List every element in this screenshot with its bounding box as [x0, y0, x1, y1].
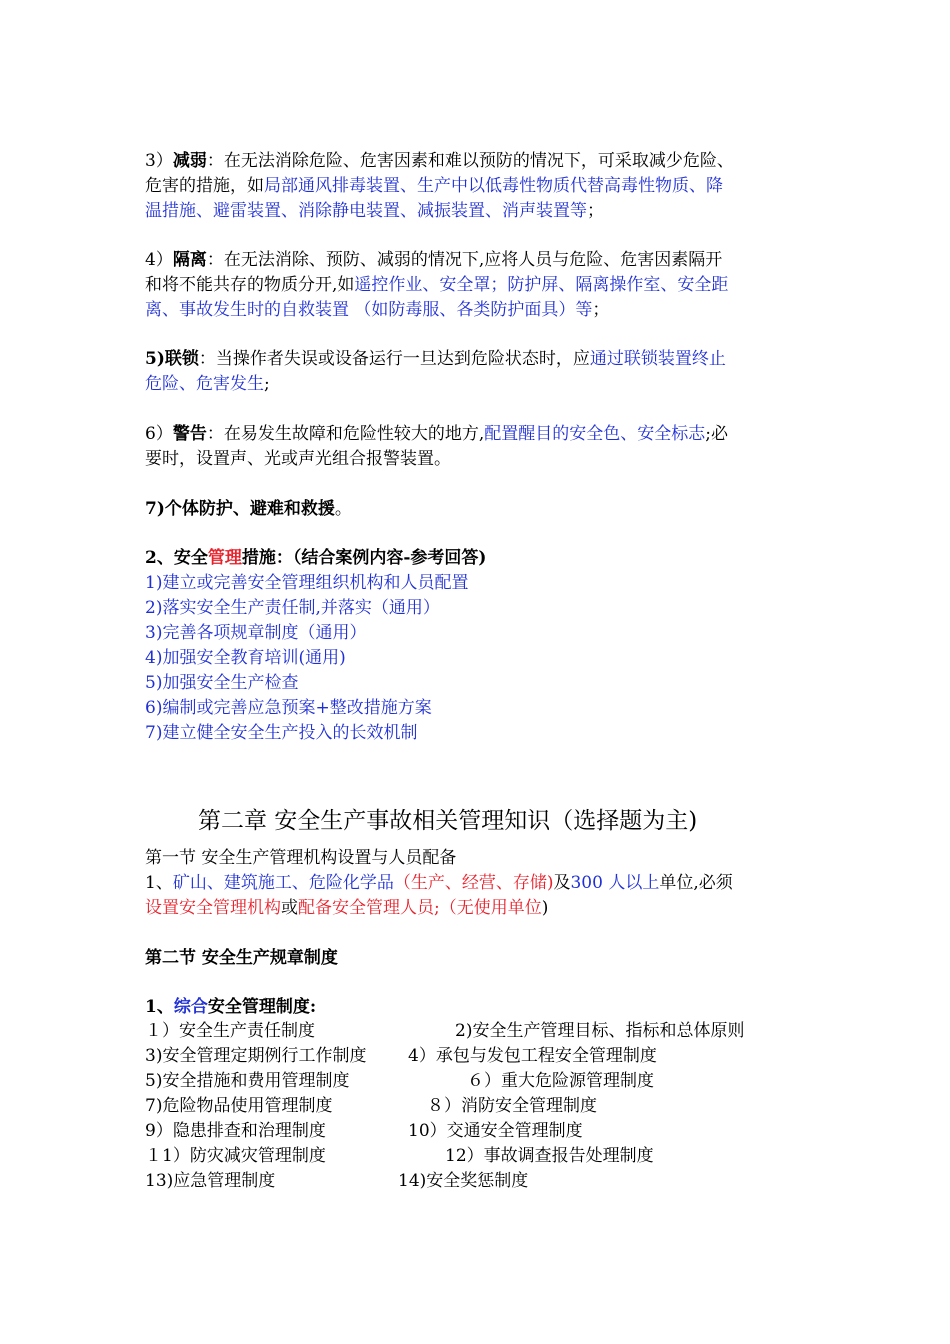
para-6-line-1: 6）警告：在易发生故障和危险性较大的地方,配置醒目的安全色、安全标志;必	[145, 424, 728, 444]
measure-item: 5)加强安全生产检查	[145, 673, 299, 693]
measure-item: 4)加强安全教育培训(通用)	[145, 648, 346, 668]
rule-item: ８）消防安全管理制度	[427, 1096, 597, 1116]
rule-item: 9）隐患排查和治理制度	[145, 1121, 326, 1141]
management-measures-heading: 2、安全管理措施：（结合案例内容-参考回答)	[145, 548, 487, 568]
measure-item: 2)落实安全生产责任制,并落实（通用）	[145, 598, 440, 618]
section-2-title: 第二节 安全生产规章制度	[145, 948, 338, 968]
rule-item: 10）交通安全管理制度	[408, 1121, 583, 1141]
comprehensive-rules-heading: 1、综合安全管理制度:	[145, 997, 317, 1017]
chapter-title: 第二章 安全生产事故相关管理知识（选择题为主)	[198, 808, 698, 834]
para-4-line-2: 和将不能共存的物质分开,如遥控作业、安全罩；防护屏、隔离操作室、安全距	[145, 275, 729, 295]
para-3-line-1: 3）减弱：在无法消除危险、危害因素和难以预防的情况下，可采取减少危险、	[145, 151, 734, 171]
para-7: 7)个体防护、避难和救援。	[145, 499, 352, 519]
measure-item: 6)编制或完善应急预案+整改措施方案	[145, 698, 432, 718]
rule-item: 13)应急管理制度	[145, 1171, 276, 1191]
rule-item: 7)危险物品使用管理制度	[145, 1096, 333, 1116]
section-1-title: 第一节 安全生产管理机构设置与人员配备	[145, 848, 457, 868]
rule-item: 2)安全生产管理目标、指标和总体原则	[455, 1021, 745, 1041]
section-1-line-2: 设置安全管理机构或配备安全管理人员;（无使用单位)	[145, 898, 549, 918]
rule-item: 5)安全措施和费用管理制度	[145, 1071, 350, 1091]
para-5-line-1: 5)联锁：当操作者失误或设备运行一旦达到危险状态时，应通过联锁装置终止	[145, 349, 726, 369]
rule-item: 3)安全管理定期例行工作制度	[145, 1046, 367, 1066]
rule-item: ６）重大危险源管理制度	[467, 1071, 654, 1091]
rule-item: 4）承包与发包工程安全管理制度	[408, 1046, 657, 1066]
measure-item: 7)建立健全安全生产投入的长效机制	[145, 723, 418, 743]
para-4-line-3: 离、事故发生时的自救装置 （如防毒服、各类防护面具）等；	[145, 300, 610, 320]
rule-item: １1）防灾减灾管理制度	[145, 1146, 326, 1166]
para-5-line-2: 危险、危害发生;	[145, 374, 270, 394]
rule-item: １）安全生产责任制度	[145, 1021, 315, 1041]
rule-item: 14)安全奖惩制度	[398, 1171, 529, 1191]
measure-item: 3)完善各项规章制度（通用）	[145, 623, 367, 643]
para-3-line-3: 温措施、避雷装置、消除静电装置、减振装置、消声装置等；	[145, 201, 604, 221]
para-6-line-2: 要时，设置声、光或声光组合报警装置。	[145, 449, 451, 469]
para-3-line-2: 危害的措施，如局部通风排毒装置、生产中以低毒性物质代替高毒性物质、降	[145, 176, 723, 196]
section-1-line-1: 1、矿山、建筑施工、危险化学品（生产、经营、存储)及300 人以上单位,必须	[145, 873, 733, 893]
para-4-line-1: 4）隔离：在无法消除、预防、减弱的情况下,应将人员与危险、危害因素隔开	[145, 250, 723, 270]
rule-item: 12）事故调查报告处理制度	[445, 1146, 654, 1166]
measure-item: 1)建立或完善安全管理组织机构和人员配置	[145, 573, 469, 593]
